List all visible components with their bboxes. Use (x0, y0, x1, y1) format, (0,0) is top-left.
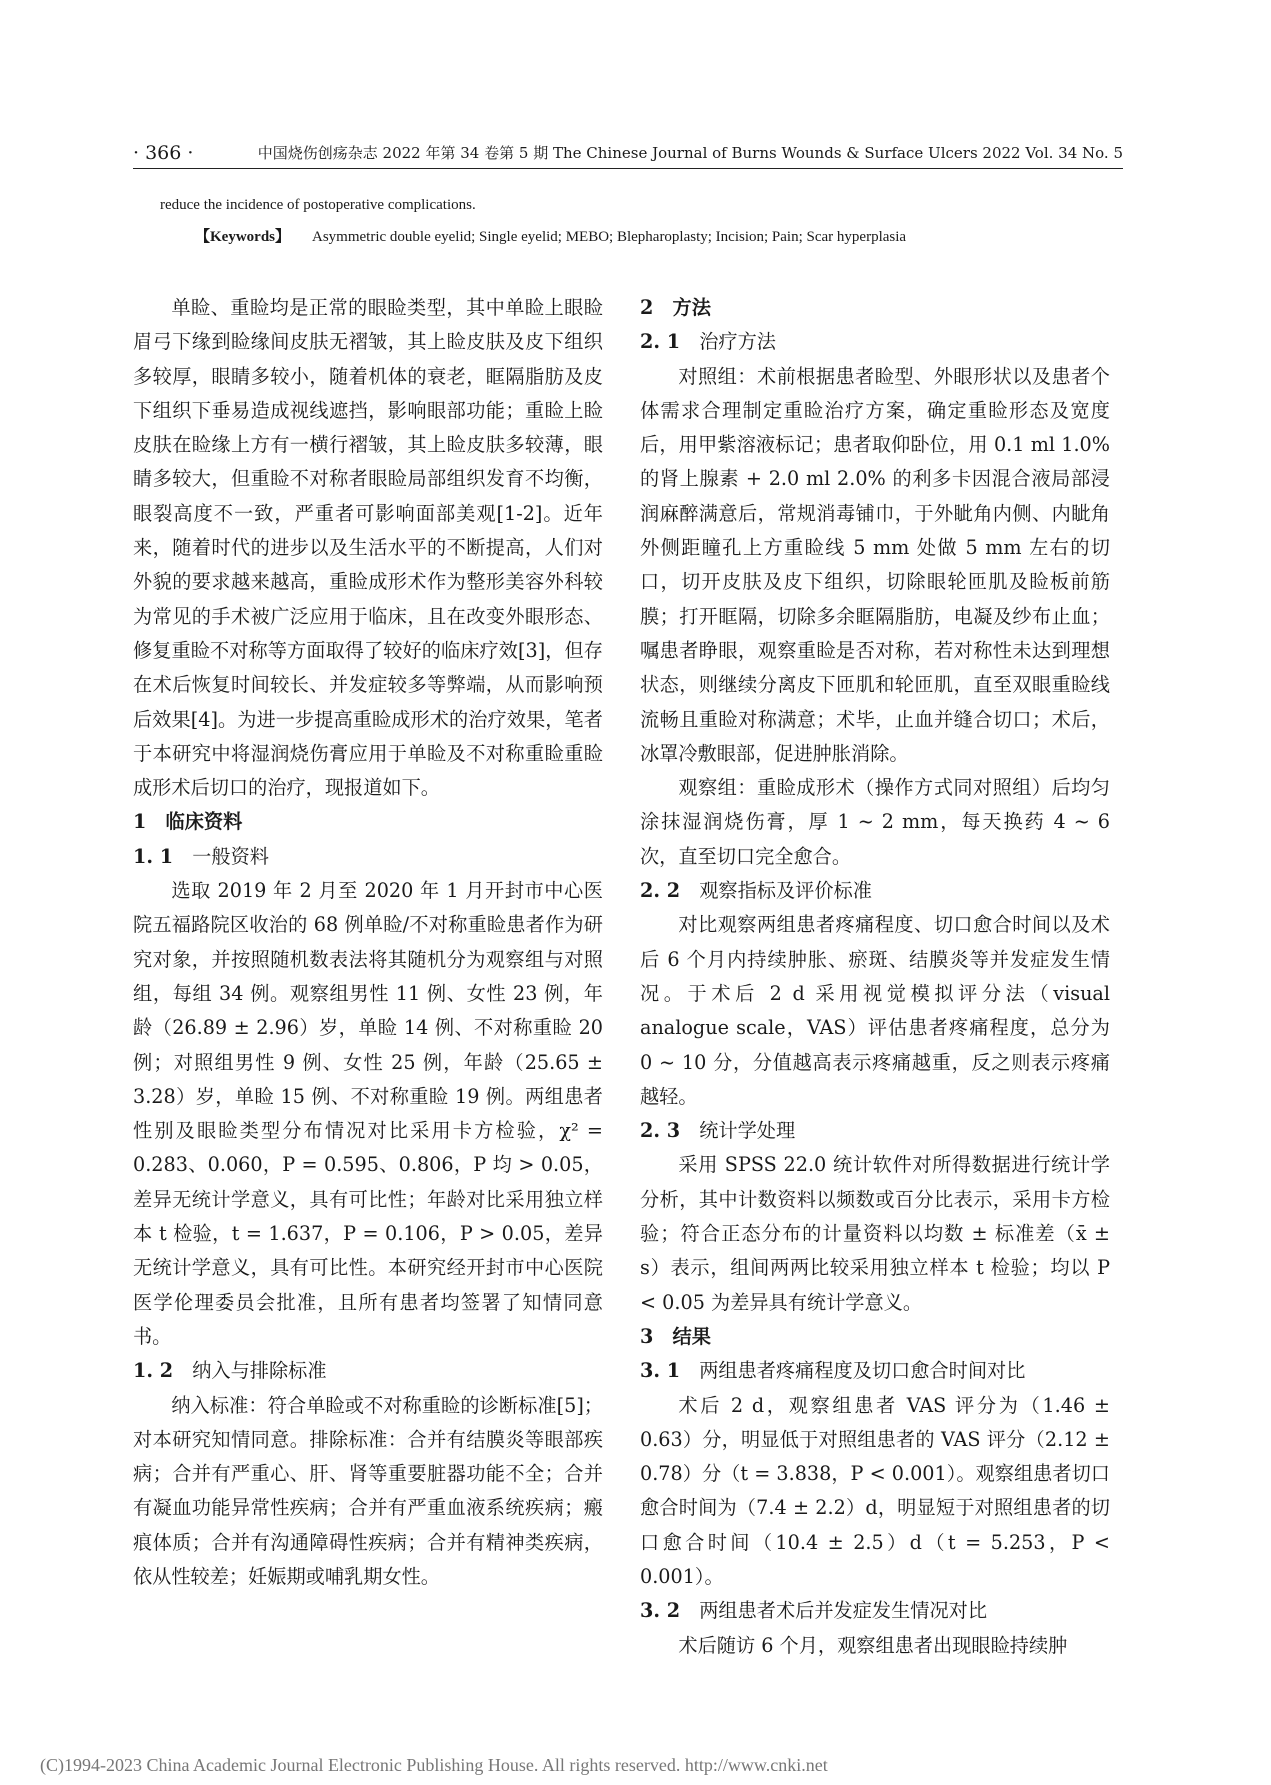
subsection-number: 3. 2 (640, 1599, 681, 1623)
subsection-heading (640, 1354, 1110, 1388)
body-paragraph: 纳入标准：符合单睑或不对称重睑的诊断标准[5]；对本研究知情同意。排除标准：合并有结膜炎等眼部疾病；合并有严重心、肝、肾等重要脏器功能不全；合并有凝血功能异常性疾病；合并有严重血液系统疾病；瘢痕体质；合并有沟通障碍性疾病；合并有精神类疾病，依从性较差；妊娠期或哺乳期女性。 (133, 1393, 603, 1588)
subsection-title: 两组患者术后并发症发生情况对比 (699, 1599, 988, 1623)
section-number: 2 (640, 296, 654, 319)
subsection-heading (640, 1594, 1110, 1628)
journal-citation: 中国烧伤创疡杂志 2022 年第 34 卷第 5 期 The Chinese Journal of Burns Wounds & Surface Ulcers 2022 Vol. 34 No. 5 (257, 144, 1123, 162)
left-column (133, 291, 603, 1651)
subsection-heading (640, 325, 1110, 359)
body-paragraph: 采用 SPSS 22.0 统计软件对所得数据进行统计学分析，其中计数资料以频数或百分比表示，采用卡方检验；符合正态分布的计量资料以均数 ± 标准差（x̄ ± s）表示，组间两两比较采用独立样本 t 检验；均以 P < 0.05 为差异具有统计学意义。 (640, 1153, 1110, 1314)
body-paragraph: 术后随访 6 个月，观察组患者出现眼睑持续肿 (678, 1633, 1068, 1657)
subsection-number: 1. 1 (133, 844, 174, 868)
keywords-text: Asymmetric double eyelid; Single eyelid; MEBO; Blepharoplasty; Incision; Pain; Scar hyperplasia (312, 229, 907, 245)
copyright-footer: (C)1994-2023 China Academic Journal Electronic Publishing House. All rights reserved. http://www.cnki.net (40, 1755, 828, 1775)
section-number: 1 (133, 810, 147, 834)
subsection-heading (640, 874, 1110, 908)
keywords-label: 【Keywords】 (195, 229, 290, 245)
body-paragraph: 选取 2019 年 2 月至 2020 年 1 月开封市中心医院五福路院区收治的 68 例单睑/不对称重睑患者作为研究对象，并按照随机数表法将其随机分为观察组与对照组，每组 34 例。观察组男性 11 例、女性 23 例，年龄（26.89 ± 2.96）岁，单睑 14 例、不对称重睑 20 例；对照组男性 9 例、女性 25 例，年龄（25.65 ± 3.28）岁，单睑 15 例、不对称重睑 19 例。两组患者性别及眼睑类型分布情况对比采用卡方检验，χ² = 0.283、0.060，P = 0.595、0.806，P 均 > 0.05，差异无统计学意义，具有可比性；年龄对比采用独立样本 t 检验，t = 1.637，P = 0.106，P > 0.05，差异无统计学意义，具有可比性。本研究经开封市中心医院医学伦理委员会批准，且所有患者均签署了知情同意书。 (133, 879, 603, 1348)
section-title: 方法 (672, 296, 711, 319)
body-paragraph: 观察组：重睑成形术（操作方式同对照组）后均匀涂抹湿润烧伤膏，厚 1 ~ 2 mm，每天换药 4 ~ 6 次，直至切口完全愈合。 (640, 776, 1110, 868)
abstract-tail: reduce the incidence of postoperative complications. (160, 197, 476, 213)
page-number: · 366 · (133, 142, 194, 164)
subsection-title: 治疗方法 (699, 330, 776, 354)
section-title: 结果 (672, 1324, 711, 1348)
subsection-number: 3. 1 (640, 1359, 681, 1383)
section-heading (640, 1320, 1110, 1354)
section-heading (640, 291, 1110, 325)
section-heading (133, 805, 603, 839)
section-number: 3 (640, 1324, 654, 1348)
keywords (195, 226, 1125, 248)
subsection-title: 纳入与排除标准 (192, 1359, 327, 1383)
body-paragraph: 对比观察两组患者疼痛程度、切口愈合时间以及术后 6 个月内持续肿胀、瘀斑、结膜炎等并发症发生情况。于术后 2 d 采用视觉模拟评分法（visual analogue scale，VAS）评估患者疼痛程度，总分为 0 ~ 10 分，分值越高表示疼痛越重，反之则表示疼痛越轻。 (640, 913, 1110, 1108)
running-header (133, 138, 1123, 169)
subsection-number: 1. 2 (133, 1359, 174, 1383)
subsection-heading (640, 1114, 1110, 1148)
subsection-heading (133, 1354, 603, 1388)
subsection-number: 2. 2 (640, 879, 681, 903)
subsection-title: 统计学处理 (699, 1119, 796, 1143)
subsection-title: 两组患者疼痛程度及切口愈合时间对比 (699, 1359, 1026, 1383)
intro-paragraph: 单睑、重睑均是正常的眼睑类型，其中单睑上眼睑眉弓下缘到睑缘间皮肤无褶皱，其上睑皮肤及皮下组织多较厚，眼睛多较小，随着机体的衰老，眶隔脂肪及皮下组织下垂易造成视线遮挡，影响眼部功能；重睑上睑皮肤在睑缘上方有一横行褶皱，其上睑皮肤多较薄，眼睛多较大，但重睑不对称者眼睑局部组织发育不均衡，眼裂高度不一致，严重者可影响面部美观[1-2]。近年来，随着时代的进步以及生活水平的不断提高，人们对外貌的要求越来越高，重睑成形术作为整形美容外科较为常见的手术被广泛应用于临床，且在改变外眼形态、修复重睑不对称等方面取得了较好的临床疗效[3]，但存在术后恢复时间较长、并发症较多等弊端，从而影响预后效果[4]。为进一步提高重睑成形术的治疗效果，笔者于本研究中将湿润烧伤膏应用于单睑及不对称重睑重睑成形术后切口的治疗，现报道如下。 (133, 296, 603, 800)
subsection-title: 一般资料 (192, 844, 269, 868)
subsection-number: 2. 3 (640, 1119, 681, 1143)
body-paragraph: 术后 2 d，观察组患者 VAS 评分为（1.46 ± 0.63）分，明显低于对照组患者的 VAS 评分（2.12 ± 0.78）分（t = 3.838，P < 0.001）。观察组患者切口愈合时间为（7.4 ± 2.2）d，明显短于对照组患者的切口愈合时间（10.4 ± 2.5）d（t = 5.253，P < 0.001）。 (640, 1393, 1110, 1588)
subsection-heading (133, 840, 603, 874)
subsection-title: 观察指标及评价标准 (699, 879, 872, 903)
subsection-number: 2. 1 (640, 330, 681, 354)
section-title: 临床资料 (165, 810, 243, 834)
right-column (640, 291, 1110, 1657)
body-paragraph: 对照组：术前根据患者睑型、外眼形状以及患者个体需求合理制定重睑治疗方案，确定重睑形态及宽度后，用甲紫溶液标记；患者取仰卧位，用 0.1 ml 1.0% 的肾上腺素 + 2.0 ml 2.0% 的利多卡因混合液局部浸润麻醉满意后，常规消毒铺巾，于外眦角内侧、内眦角外侧距瞳孔上方重睑线 5 mm 处做 5 mm 左右的切口，切开皮肤及皮下组织，切除眼轮匝肌及睑板前筋膜；打开眶隔，切除多余眶隔脂肪，电凝及纱布止血；嘱患者睁眼，观察重睑是否对称，若对称性未达到理想状态，则继续分离皮下匝肌和轮匝肌，直至双眼重睑线流畅且重睑对称满意；术毕，止血并缝合切口；术后，冰罩冷敷眼部，促进肿胀消除。 (640, 364, 1110, 765)
